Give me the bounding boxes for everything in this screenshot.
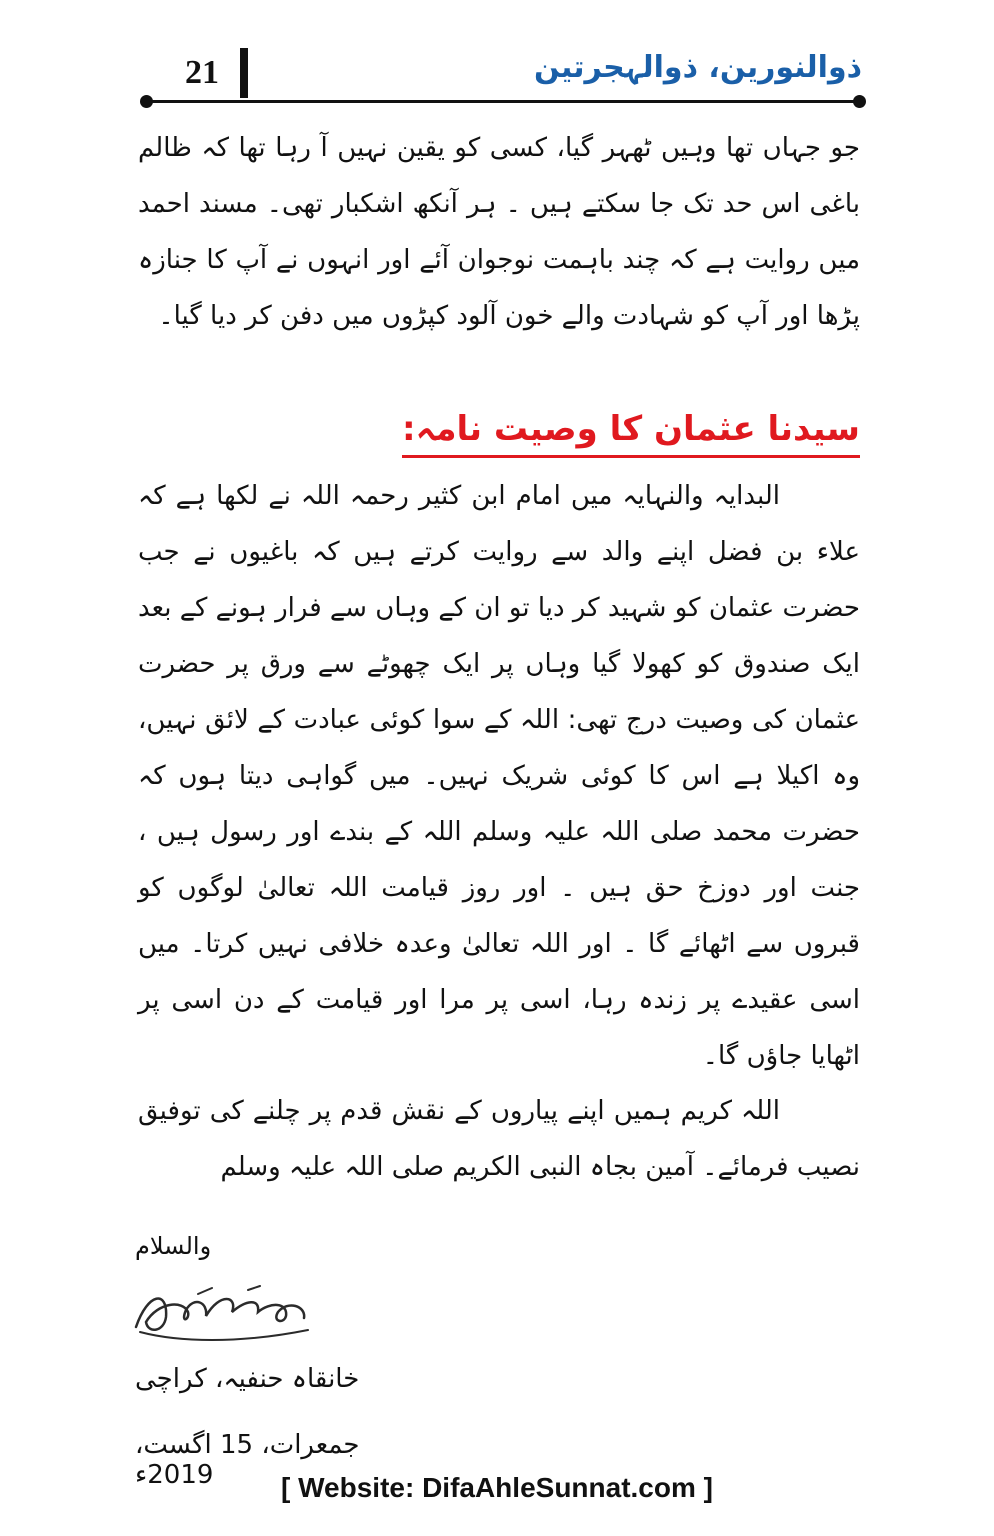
- page-number: 21: [185, 54, 219, 91]
- section-heading-will: سیدنا عثمان کا وصیت نامہ:: [402, 408, 860, 458]
- header-rule: [148, 100, 860, 103]
- running-title: ذوالنورین، ذوالہجرتین: [534, 50, 862, 85]
- date-line: جمعرات، 15 اگست، 2019ء: [135, 1430, 360, 1490]
- salutation: والسلام: [135, 1232, 212, 1260]
- header-divider-bar: [240, 48, 248, 98]
- rule-end-dot-right: [853, 95, 866, 108]
- paragraph-burial: جو جہاں تھا وہیں ٹھہر گیا، کسی کو یقین نہیں آ رہا تھا کہ ظالم باغی اس حد تک جا سکتے ہیں ۔ ہر آنکھ اشکبار تھی۔ مسند احمد میں روایت ہے کہ چند باہمت نوجوان آئے اور انہوں نے آپ کا جنازہ پڑھا اور آپ کو شہادت والے خون آلود کپڑوں میں دفن کر دیا گیا۔: [138, 133, 860, 331]
- signature-image: [128, 1272, 318, 1350]
- place-line: خانقاہ حنفیہ، کراچی: [135, 1364, 360, 1394]
- paragraph-prayer: اللہ کریم ہمیں اپنے پیاروں کے نقش قدم پر چلنے کی توفیق نصیب فرمائے۔ آمین بجاہ النبی الکریم صلی اللہ علیہ وسلم: [138, 1096, 860, 1182]
- paragraph-will: البدایہ والنہایہ میں امام ابن کثیر رحمہ اللہ نے لکھا ہے کہ علاء بن فضل اپنے والد سے روایت کرتے ہیں کہ باغیوں نے جب حضرت عثمان کو شہید کر دیا تو ان کے وہاں سے فرار ہونے کے بعد ایک صندوق کو کھولا گیا وہاں پر ایک چھوٹے سے ورق پر حضرت عثمان کی وصیت درج تھی: اللہ کے سوا کوئی عبادت کے لائق نہیں، وہ اکیلا ہے اس کا کوئی شریک نہیں۔ میں گواہی دیتا ہوں کہ حضرت محمد صلی اللہ علیہ وسلم اللہ کے بندے اور رسول ہیں ، جنت اور دوزخ حق ہیں ۔ اور روز قیامت اللہ تعالیٰ لوگوں کو قبروں سے اٹھائے گا ۔ اور اللہ تعالیٰ وعدہ خلافی نہیں کرتا۔ میں اسی عقیدے پر زندہ رہا، اسی پر مرا اور قیامت کے دن اسی پر اٹھایا جاؤں گا۔: [138, 481, 860, 1071]
- website-footer: [ Website: DifaAhleSunnat.com ]: [281, 1472, 713, 1503]
